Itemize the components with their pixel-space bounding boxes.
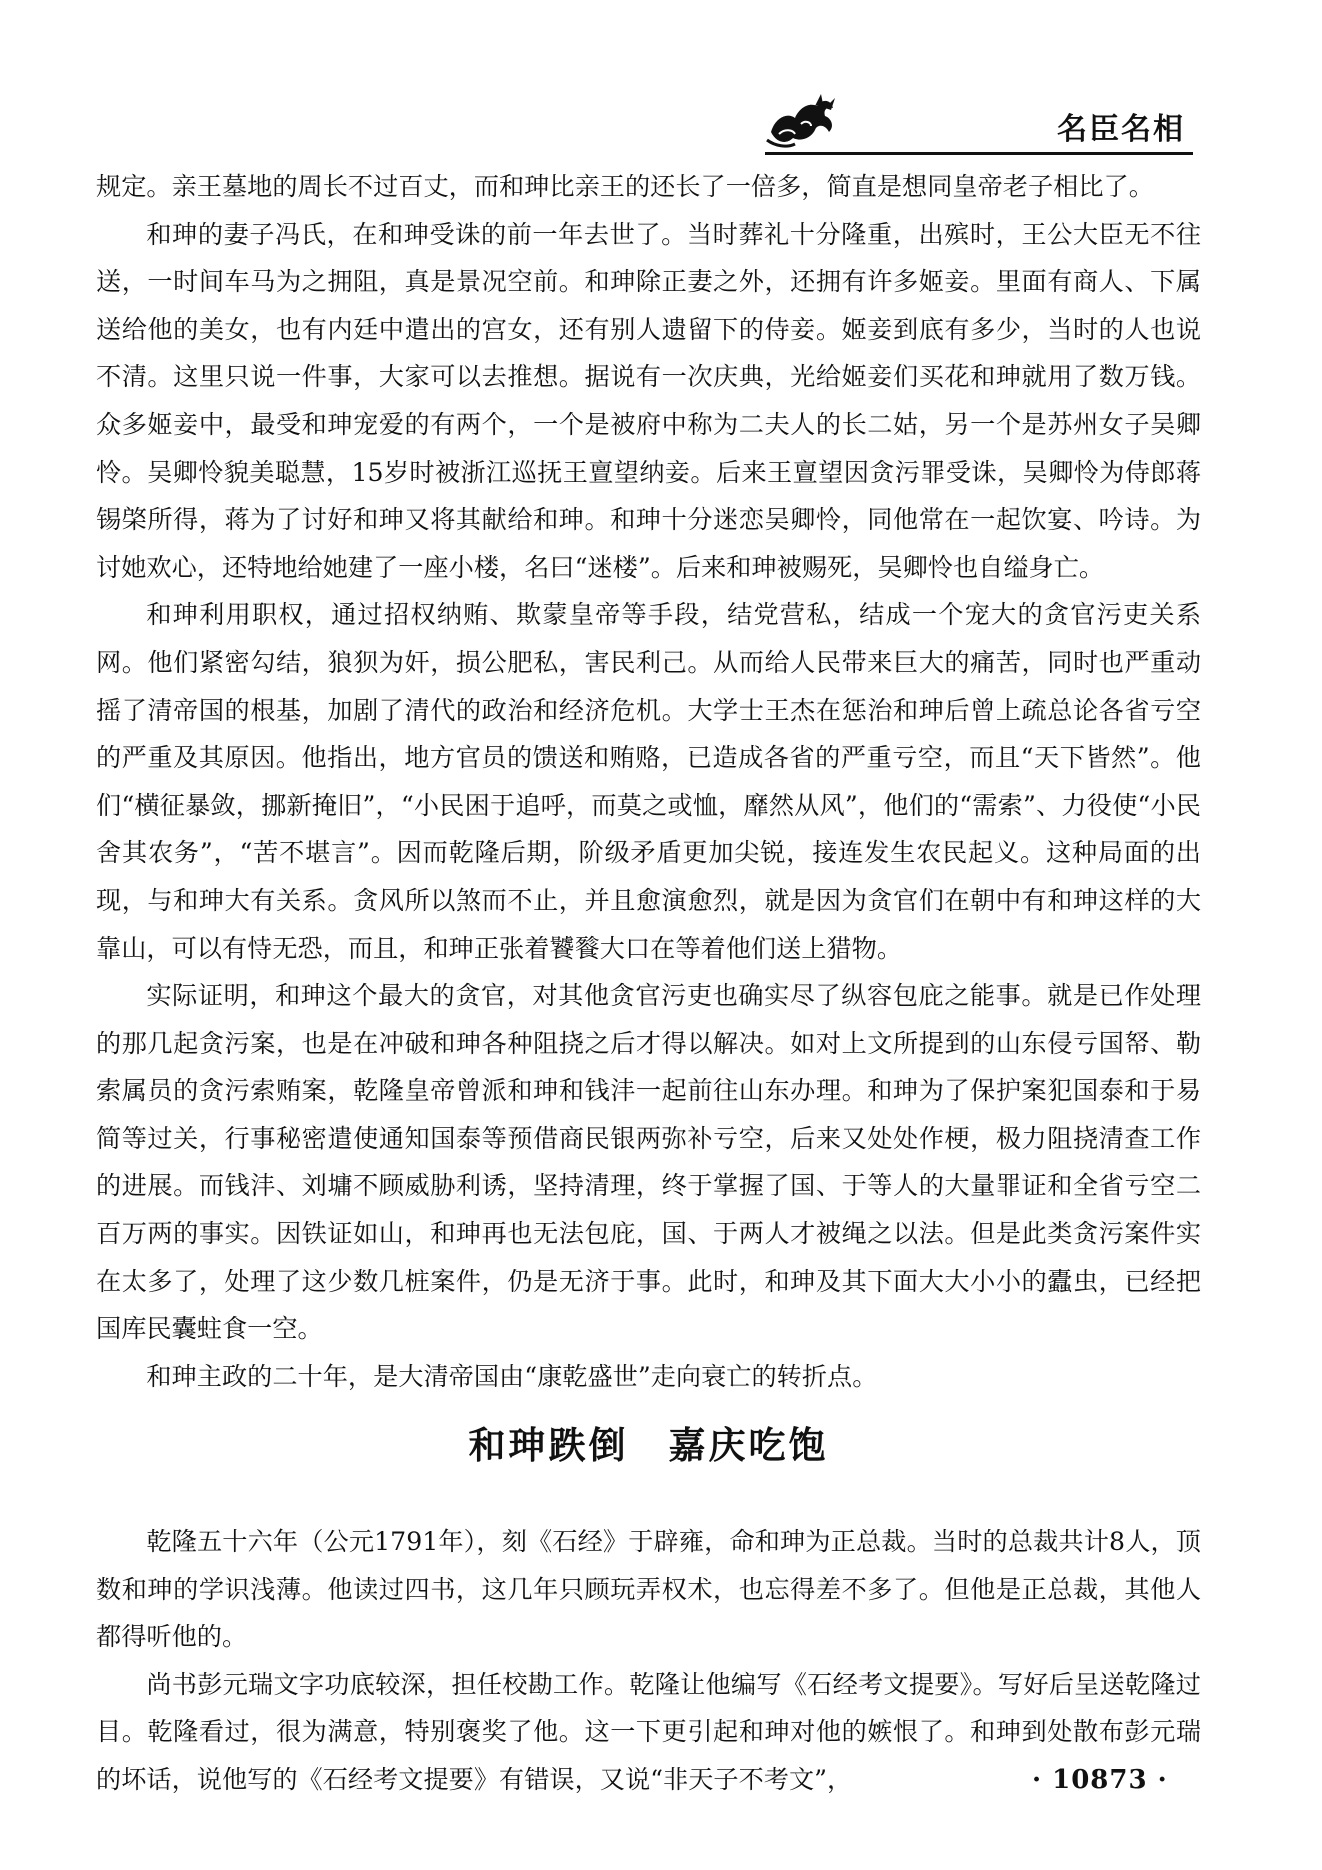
- paragraph: 尚书彭元瑞文字功底较深，担任校勘工作。乾隆让他编写《石经考文提要》。写好后呈送乾隆过目。乾隆看过，很为满意，特别褒奖了他。这一下更引起和珅对他的嫉恨了。和珅到处散布彭元瑞的坏话，说他写的《石经考文提要》有错误，又说“非天子不考文”，: [96, 1669, 1201, 1794]
- body-text-top: [96, 163, 1201, 1400]
- paragraph: 实际证明，和珅这个最大的贪官，对其他贪官污吏也确实尽了纵容包庇之能事。就是已作处理的那几起贪污案，也是在冲破和珅各种阻挠之后才得以解决。如对上文所提到的山东侵亏国帑、勒索属员的贪污索贿案，乾隆皇帝曾派和珅和钱沣一起前往山东办理。和珅为了保护案犯国泰和于易简等过关，行事秘密遣使通知国泰等预借商民银两弥补亏空，后来又处处作梗，极力阻挠清查工作的进展。而钱沣、刘墉不顾威胁利诱，坚持清理，终于掌握了国、于等人的大量罪证和全省亏空二百万两的事实。因铁证如山，和珅再也无法包庇，国、于两人才被绳之以法。但是此类贪污案件实在太多了，处理了这少数几桩案件，仍是无济于事。此时，和珅及其下面大大小小的蠹虫，已经把国库民囊蛀食一空。: [96, 981, 1201, 1344]
- paragraph: 和珅利用职权，通过招权纳贿、欺蒙皇帝等手段，结党营私，结成一个宠大的贪官污吏关系网。他们紧密勾结，狼狈为奸，损公肥私，害民利己。从而给人民带来巨大的痛苦，同时也严重动摇了清帝国的根基，加剧了清代的政治和经济危机。大学士王杰在惩治和珅后曾上疏总论各省亏空的严重及其原因。他指出，地方官员的馈送和贿赂，已造成各省的严重亏空，而且“天下皆然”。他们“横征暴敛，挪新掩旧”，“小民困于追呼，而莫之或恤，靡然从风”，他们的“需索”、力役使“小民舍其农务”，“苦不堪言”。因而乾隆后期，阶级矛盾更加尖锐，接连发生农民起义。这种局面的出现，与和珅大有关系。贪风所以煞而不止，并且愈演愈烈，就是因为贪官们在朝中有和珅这样的大靠山，可以有恃无恐，而且，和珅正张着饕餮大口在等着他们送上猎物。: [96, 600, 1201, 963]
- paragraph: 规定。亲王墓地的周长不过百丈，而和珅比亲王的还长了一倍多，简直是想同皇帝老子相比了。: [96, 172, 1154, 201]
- dragon-icon: [765, 88, 839, 150]
- paragraph: 乾隆五十六年（公元1791年），刻《石经》于辟雍，命和珅为正总裁。当时的总裁共计8人，顶数和珅的学识浅薄。他读过四书，这几年只顾玩弄权术，也忘得差不多了。但他是正总裁，其他人都得听他的。: [96, 1527, 1201, 1652]
- page-header: [765, 82, 1193, 155]
- body-text-bottom: [96, 1518, 1201, 1804]
- paragraph: 和珅的妻子冯氏，在和珅受诛的前一年去世了。当时葬礼十分隆重，出殡时，王公大臣无不往送，一时间车马为之拥阻，真是景况空前。和珅除正妻之外，还拥有许多姬妾。里面有商人、下属送给他的美女，也有内廷中遣出的宫女，还有别人遗留下的侍妾。姬妾到底有多少，当时的人也说不清。这里只说一件事，大家可以去推想。据说有一次庆典，光给姬妾们买花和珅就用了数万钱。众多姬妾中，最受和珅宠爱的有两个，一个是被府中称为二夫人的长二姑，另一个是苏州女子吴卿怜。吴卿怜貌美聪慧，15岁时被浙江巡抚王亶望纳妾。后来王亶望因贪污罪受诛，吴卿怜为侍郎蒋锡棨所得，蒋为了讨好和珅又将其献给和珅。和珅十分迷恋吴卿怜，同他常在一起饮宴、吟诗。为讨她欢心，还特地给她建了一座小楼，名曰“迷楼”。后来和珅被赐死，吴卿怜也自缢身亡。: [96, 219, 1201, 582]
- section-name: 名臣名相: [1057, 112, 1185, 147]
- page-number: · 10873 ·: [1032, 1765, 1168, 1795]
- section-heading: 和珅跌倒 嘉庆吃饱: [468, 1424, 829, 1467]
- paragraph: 和珅主政的二十年，是大清帝国由“康乾盛世”走向衰亡的转折点。: [146, 1361, 878, 1391]
